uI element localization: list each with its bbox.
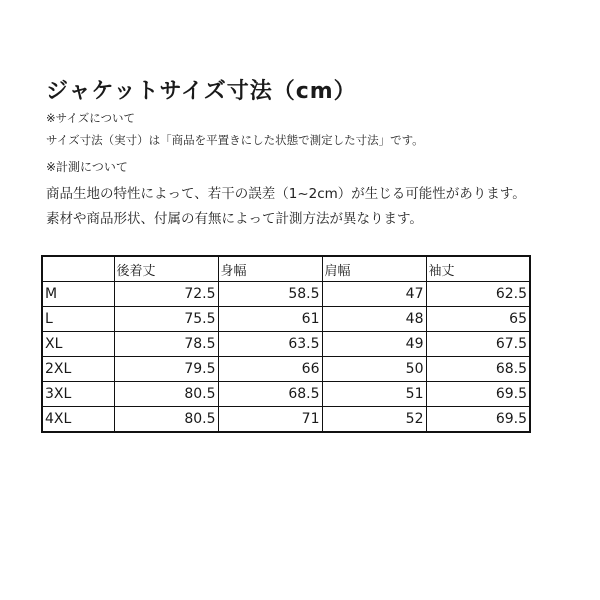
body-width-cell: 61 (218, 307, 322, 332)
header-cell-sleeve-length: 袖丈 (426, 256, 530, 282)
size-label-cell: M (42, 282, 114, 307)
header-cell-shoulder-width: 肩幅 (322, 256, 426, 282)
size-table (41, 255, 531, 433)
shoulder-width-cell: 49 (322, 332, 426, 357)
size-label-cell: 2XL (42, 357, 114, 382)
size-label-cell: 4XL (42, 407, 114, 433)
table-row (42, 307, 530, 332)
length-cell: 80.5 (114, 382, 218, 407)
table-row (42, 332, 530, 357)
page-title: ジャケットサイズ寸法（cm） (46, 79, 357, 104)
table-row (42, 407, 530, 433)
length-cell: 80.5 (114, 407, 218, 433)
size-label-cell: L (42, 307, 114, 332)
body-width-cell: 66 (218, 357, 322, 382)
table-row (42, 357, 530, 382)
length-cell: 78.5 (114, 332, 218, 357)
header-cell-length: 後着丈 (114, 256, 218, 282)
shoulder-width-cell: 47 (322, 282, 426, 307)
size-note-text: サイズ寸法（実寸）は「商品を平置きにした状態で測定した寸法」です。 (46, 133, 424, 147)
sleeve-length-cell: 67.5 (426, 332, 530, 357)
sleeve-length-cell: 65 (426, 307, 530, 332)
shoulder-width-cell: 52 (322, 407, 426, 433)
measure-note-heading: ※計測について (46, 160, 128, 174)
size-note-heading: ※サイズについて (46, 111, 135, 125)
shoulder-width-cell: 50 (322, 357, 426, 382)
sleeve-length-cell: 68.5 (426, 357, 530, 382)
sleeve-length-cell: 69.5 (426, 407, 530, 433)
sleeve-length-cell: 69.5 (426, 382, 530, 407)
measure-note-text-2: 素材や商品形状、付属の有無によって計測方法が異なります。 (46, 211, 423, 227)
body-width-cell: 71 (218, 407, 322, 433)
size-label-cell: 3XL (42, 382, 114, 407)
measure-note-text-1: 商品生地の特性によって、若干の誤差（1~2cm）が生じる可能性があります。 (46, 186, 526, 202)
table-row (42, 282, 530, 307)
length-cell: 72.5 (114, 282, 218, 307)
length-cell: 79.5 (114, 357, 218, 382)
shoulder-width-cell: 48 (322, 307, 426, 332)
table-row (42, 382, 530, 407)
body-width-cell: 68.5 (218, 382, 322, 407)
header-cell-size (42, 256, 114, 282)
sleeve-length-cell: 62.5 (426, 282, 530, 307)
size-label-cell: XL (42, 332, 114, 357)
shoulder-width-cell: 51 (322, 382, 426, 407)
body-width-cell: 58.5 (218, 282, 322, 307)
length-cell: 75.5 (114, 307, 218, 332)
table-header-row (42, 256, 530, 282)
body-width-cell: 63.5 (218, 332, 322, 357)
header-cell-body-width: 身幅 (218, 256, 322, 282)
